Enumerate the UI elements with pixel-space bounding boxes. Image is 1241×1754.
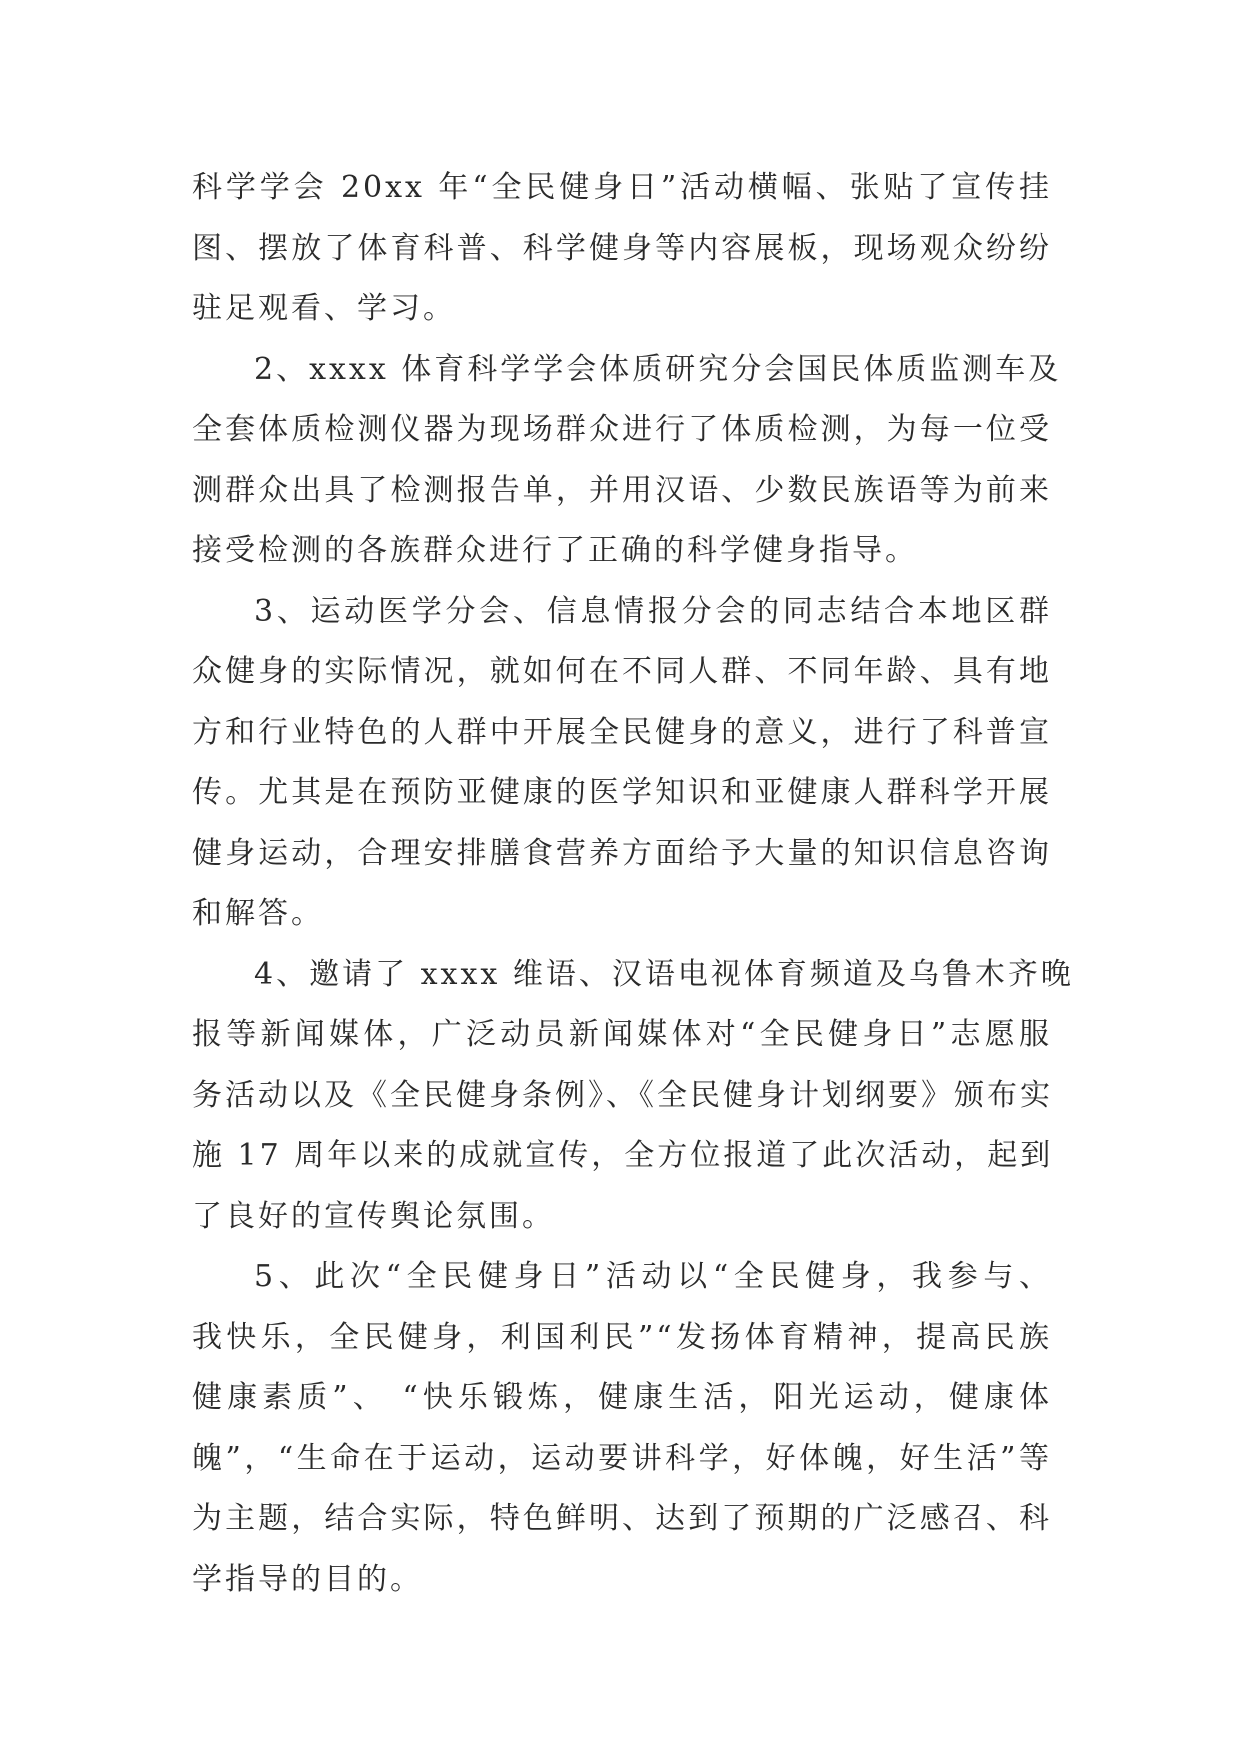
text-line: 众健身的实际情况，就如何在不同人群、不同年龄、具有地 — [192, 654, 1052, 689]
text-line: 了良好的宣传舆论氛围。 — [192, 1198, 555, 1234]
text-line: 2、xxxx 体育科学学会体质研究分会国民体质监测车及 — [254, 351, 1062, 387]
document-body — [192, 158, 1074, 1610]
text-line: 方和行业特色的人群中开展全民健身的意义，进行了科普宣 — [192, 714, 1052, 750]
text-line: 学指导的目的。 — [192, 1561, 423, 1597]
text-line: 5、此次“全民健身日”活动以“全民健身，我参与、 — [254, 1259, 1052, 1294]
text-line: 接受检测的各族群众进行了正确的科学健身指导。 — [192, 533, 918, 568]
text-line: 魄”，“生命在于运动，运动要讲科学，好体魄，好生活”等 — [192, 1440, 1052, 1476]
text-line: 驻足观看、学习。 — [192, 291, 456, 326]
paragraph-2 — [192, 340, 1062, 582]
paragraph-1 — [192, 158, 1052, 340]
text-line: 务活动以及《全民健身条例》、《全民健身计划纲要》颁布实 — [192, 1077, 1053, 1113]
text-line: 全套体质检测仪器为现场群众进行了体质检测，为每一位受 — [192, 412, 1052, 447]
text-line: 4、邀请了 xxxx 维语、汉语电视体育频道及乌鲁木齐晚 — [254, 956, 1074, 992]
text-line: 和解答。 — [192, 896, 324, 931]
text-line: 报等新闻媒体，广泛动员新闻媒体对“全民健身日”志愿服 — [192, 1017, 1052, 1052]
paragraph-4 — [192, 945, 1074, 1248]
text-line: 健身运动，合理安排膳食营养方面给予大量的知识信息咨询 — [192, 835, 1052, 871]
text-line: 测群众出具了检测报告单，并用汉语、少数民族语等为前来 — [192, 472, 1052, 508]
text-line: 3、运动医学分会、信息情报分会的同志结合本地区群 — [254, 593, 1052, 629]
paragraph-5 — [192, 1247, 1052, 1610]
text-line: 传。尤其是在预防亚健康的医学知识和亚健康人群科学开展 — [192, 775, 1052, 810]
text-line: 我快乐，全民健身，利国利民”“发扬体育精神，提高民族 — [192, 1319, 1052, 1355]
text-line: 为主题，结合实际，特色鲜明、达到了预期的广泛感召、科 — [192, 1501, 1052, 1536]
text-line: 健康素质”、 “快乐锻炼，健康生活，阳光运动，健康体 — [192, 1380, 1052, 1415]
text-line: 施 17 周年以来的成就宣传，全方位报道了此次活动，起到 — [192, 1138, 1054, 1173]
paragraph-3 — [192, 582, 1052, 945]
text-line: 科学学会 20xx 年“全民健身日”活动横幅、张贴了宣传挂 — [192, 170, 1052, 205]
text-line: 图、摆放了体育科普、科学健身等内容展板，现场观众纷纷 — [192, 230, 1052, 266]
